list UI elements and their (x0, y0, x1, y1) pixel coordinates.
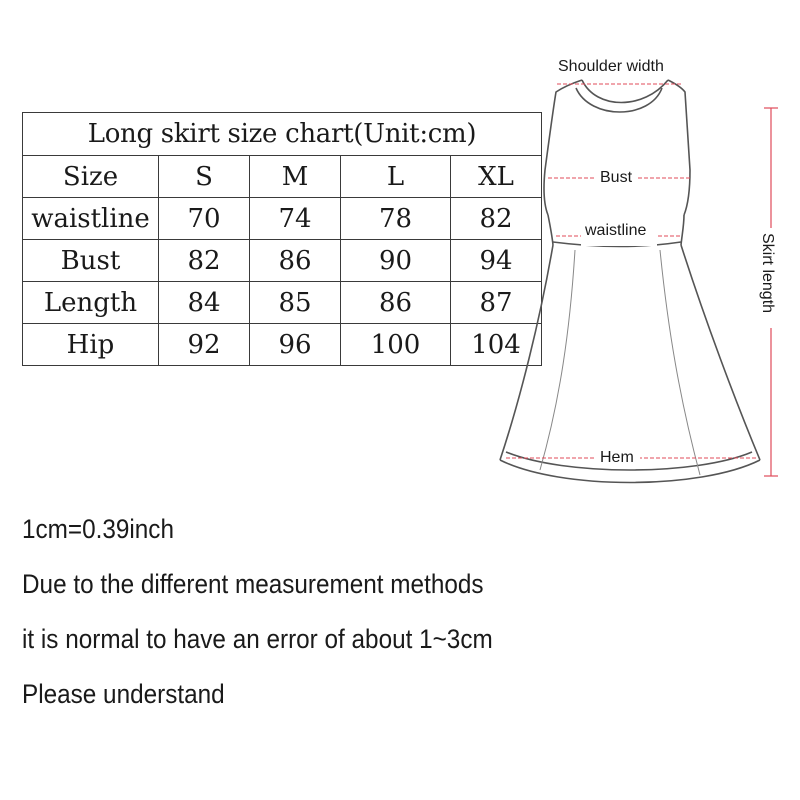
table-cell: 92 (159, 324, 250, 366)
table-row (23, 324, 542, 366)
table-cell: 82 (159, 240, 250, 282)
shoulder-width-label: Shoulder width (558, 58, 664, 75)
table-cell: 84 (159, 282, 250, 324)
measurement-lines (506, 84, 758, 458)
row-label: Bust (23, 240, 159, 282)
table-cell: 100 (341, 324, 451, 366)
table-title: Long skirt size chart(Unit:cm) (23, 113, 542, 156)
measurement-note: Due to the different measurement methods (22, 569, 484, 599)
size-chart-table (22, 112, 542, 366)
table-cell: 86 (250, 240, 341, 282)
table-cell: 96 (250, 324, 341, 366)
row-label: waistline (23, 198, 159, 240)
dress-outline (500, 80, 760, 483)
table-title-row (23, 113, 542, 156)
header-cell: XL (451, 156, 542, 198)
table-row (23, 240, 542, 282)
hem-label: Hem (600, 449, 634, 466)
table-cell: 70 (159, 198, 250, 240)
table-header-row (23, 156, 542, 198)
row-label: Length (23, 282, 159, 324)
table-cell: 78 (341, 198, 451, 240)
table-cell: 74 (250, 198, 341, 240)
waistline-label: waistline (585, 222, 647, 239)
conversion-note: 1cm=0.39inch (22, 514, 174, 544)
table-cell: 82 (451, 198, 542, 240)
table-cell: 87 (451, 282, 542, 324)
error-note: it is normal to have an error of about 1~3cm (22, 624, 493, 654)
header-cell: M (250, 156, 341, 198)
table-cell: 86 (341, 282, 451, 324)
table-row (23, 282, 542, 324)
table-cell: 104 (451, 324, 542, 366)
table-cell: 85 (250, 282, 341, 324)
table-cell: 90 (341, 240, 451, 282)
skirt-length-label: Skirt length (759, 233, 776, 314)
table-row (23, 198, 542, 240)
table-cell: 94 (451, 240, 542, 282)
header-cell: Size (23, 156, 159, 198)
header-cell: S (159, 156, 250, 198)
header-cell: L (341, 156, 451, 198)
dress-measurement-diagram (490, 40, 790, 500)
understand-note: Please understand (22, 679, 225, 709)
row-label: Hip (23, 324, 159, 366)
bust-label: Bust (600, 169, 633, 186)
